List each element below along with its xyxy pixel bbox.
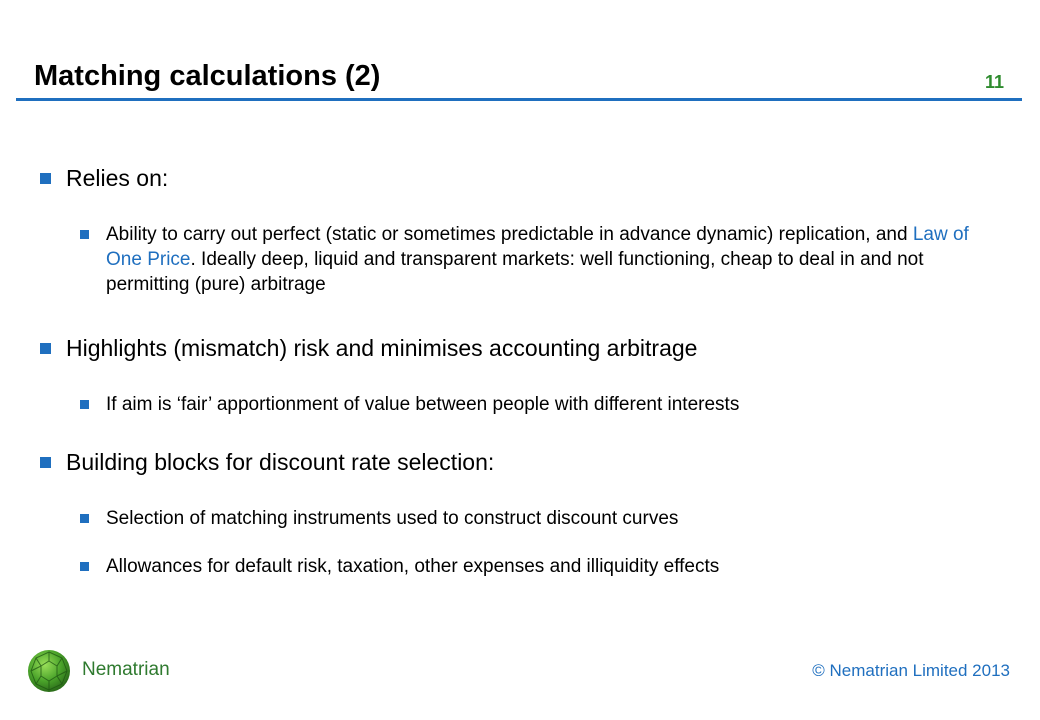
green-polyhedron-icon [26, 648, 72, 694]
bullet-text: Relies on: [66, 165, 169, 191]
title-divider [16, 98, 1022, 101]
bullet-square-icon [80, 400, 89, 409]
bullet-square-icon [40, 343, 51, 354]
law-of-one-price-link[interactable]: Law of One Price [106, 224, 969, 270]
sub-bullet-text: If aim is ‘fair’ apportionment of value between people with different interests [106, 394, 740, 415]
bullet-text: Building blocks for discount rate selection: [66, 449, 495, 475]
copyright-notice: © Nematrian Limited 2013 [812, 661, 1010, 680]
sub-bullet-text: Selection of matching instruments used to construct discount curves [106, 508, 679, 529]
slide-title: Matching calculations (2) [34, 60, 381, 92]
bullet-square-icon [80, 562, 89, 571]
bullet-square-icon [80, 230, 89, 239]
sub-bullet-text: Allowances for default risk, taxation, other expenses and illiquidity effects [106, 556, 720, 577]
bullet-square-icon [40, 173, 51, 184]
bullet-text: Highlights (mismatch) risk and minimises accounting arbitrage [66, 335, 698, 361]
sub-bullet-text [106, 222, 986, 297]
bullet-square-icon [80, 514, 89, 523]
bullet-square-icon [40, 457, 51, 468]
text-part: Ability to carry out perfect (static or sometimes predictable in advance dynamic) replication, and [106, 224, 913, 245]
brand-name: Nematrian [82, 659, 170, 680]
page-number: 11 [984, 72, 1004, 92]
text-part: . Ideally deep, liquid and transparent markets: well functioning, cheap to deal in and not permitting (pure) arbitrage [106, 249, 924, 295]
